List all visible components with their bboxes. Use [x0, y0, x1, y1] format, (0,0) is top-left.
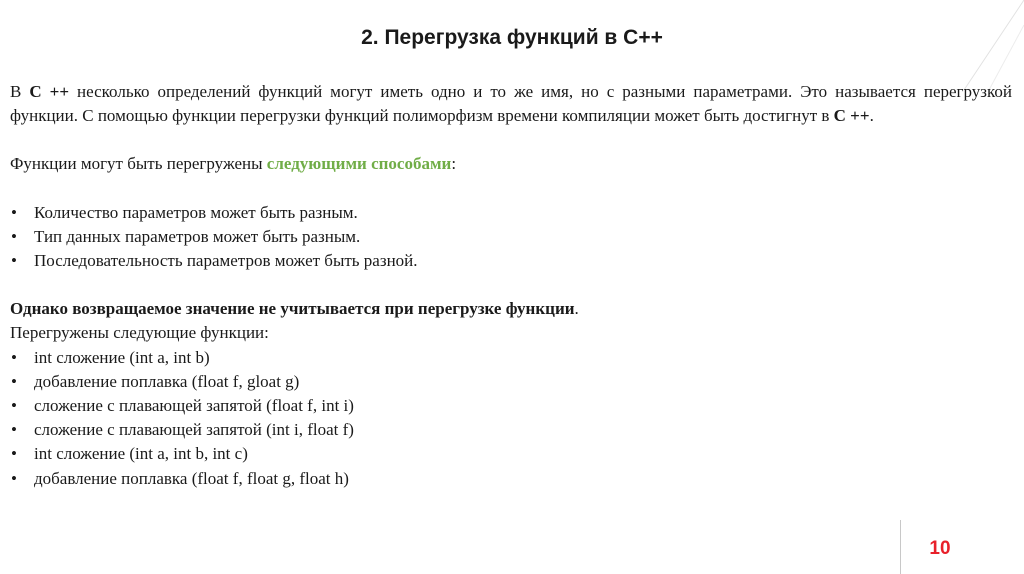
bullet-icon: •	[11, 202, 17, 222]
list-item-text: добавление поплавка (float f, float g, float h)	[34, 468, 349, 488]
list-item	[10, 418, 1012, 442]
page-number: 10	[929, 538, 951, 559]
list-item-text: Последовательность параметров может быть разной.	[34, 250, 418, 270]
functions-list	[10, 346, 1012, 491]
list-item-text: Тип данных параметров может быть разным.	[34, 226, 361, 246]
page-divider	[900, 520, 901, 574]
list-item-text: int сложение (int a, int b, int c)	[34, 444, 248, 464]
intro-part2: несколько определений функций могут иметь одно и то же имя, но с разными параметрами. Это называется перегрузкой функции. С помощью функции перегрузки функций полиморфизм времени компиляции может быть достигнут в	[10, 82, 1012, 126]
bullet-icon: •	[11, 395, 17, 415]
list-item	[10, 201, 1012, 225]
bullet-icon: •	[11, 226, 17, 246]
overloaded-heading: Перегружены следующие функции:	[10, 323, 269, 343]
list-item-text: добавление поплавка (float f, gloat g)	[34, 371, 300, 391]
list-item	[10, 249, 1012, 273]
note-line	[10, 297, 1012, 321]
bullet-icon: •	[11, 250, 17, 270]
list-item-text: сложение с плавающей запятой (int i, float f)	[34, 420, 354, 440]
intro-cpp: C ++	[29, 82, 70, 101]
bullet-icon: •	[11, 420, 17, 440]
list-item	[10, 442, 1012, 466]
bullet-icon: •	[11, 347, 17, 367]
list-item	[10, 370, 1012, 394]
slide-title: 2. Перегрузка функций в C++	[361, 26, 663, 49]
bullet-icon: •	[11, 444, 17, 464]
note-text: Однако возвращаемое значение не учитывается при перегрузке функции	[10, 299, 575, 319]
list-item	[10, 225, 1012, 249]
note-end: .	[574, 299, 579, 319]
list-item-text: int сложение (int a, int b)	[34, 347, 210, 367]
list-item	[10, 394, 1012, 418]
slide-body	[10, 80, 1012, 491]
ways-line	[10, 152, 1012, 176]
ways-prefix: Функции могут быть перегружены	[10, 154, 267, 174]
intro-part1: В	[10, 82, 30, 101]
ways-link[interactable]: следующими способами	[266, 154, 452, 174]
list-item	[10, 467, 1012, 491]
ways-suffix: :	[451, 154, 457, 174]
ways-list	[10, 201, 1012, 274]
list-item-text: Количество параметров может быть разным.	[34, 202, 358, 222]
list-item-text: сложение с плавающей запятой (float f, int i)	[34, 395, 354, 415]
intro-paragraph	[10, 80, 1012, 128]
bullet-icon: •	[11, 371, 17, 391]
intro-cpp2: C ++	[833, 106, 870, 126]
list-item	[10, 346, 1012, 370]
intro-part3: .	[869, 106, 874, 126]
bullet-icon: •	[11, 468, 17, 488]
